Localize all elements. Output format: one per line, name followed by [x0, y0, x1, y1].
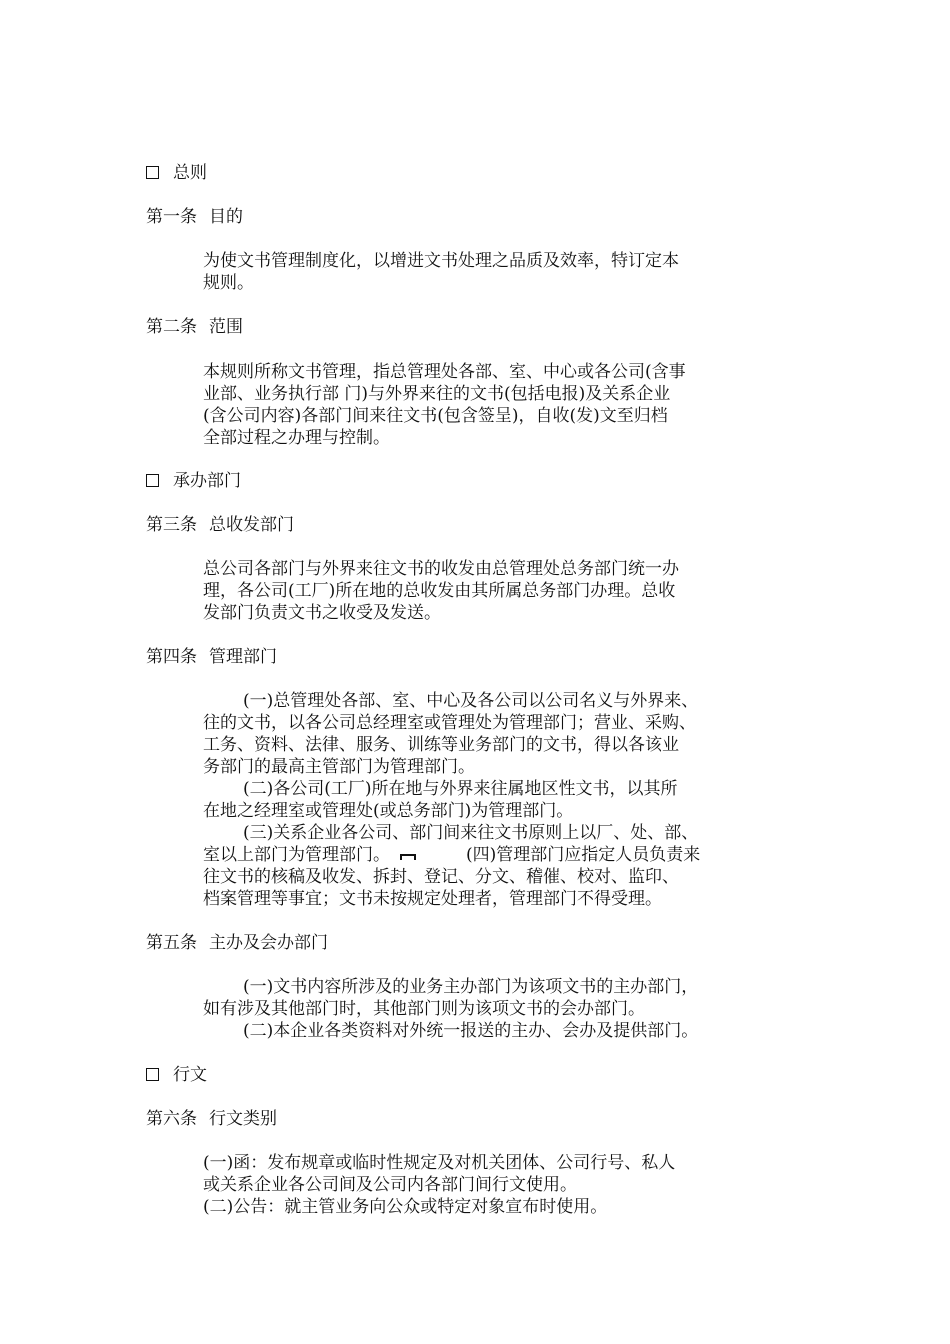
article-3-text: 理，各公司(工厂)所在地的总收发由其所属总务部门办理。总收 [203, 581, 676, 601]
article-4-text: (三)关系企业各公司、部门间来往文书原则上以厂、处、部、 [243, 823, 699, 843]
article-title: 主办及会办部门 [209, 933, 328, 953]
article-number: 第二条 [146, 317, 197, 337]
article-3-heading [146, 514, 294, 536]
article-title: 总收发部门 [209, 515, 294, 535]
article-4-text: 工务、资料、法律、服务、训练等业务部门的文书，得以各该业 [203, 735, 679, 755]
bracket-mark-icon [400, 854, 416, 860]
article-number: 第五条 [146, 933, 197, 953]
article-4-heading [146, 646, 277, 668]
article-text-fragment: 室以上部门为管理部门。 [203, 845, 390, 865]
checkbox-square-icon [146, 474, 159, 487]
article-5-heading [146, 932, 328, 954]
section-title: 总则 [173, 163, 207, 183]
article-2-heading [146, 316, 243, 338]
article-4-text [203, 844, 700, 866]
article-4-text: (二)各公司(工厂)所在地与外界来往属地区性文书，以其所 [243, 779, 678, 799]
article-number: 第三条 [146, 515, 197, 535]
article-4-text: 在地之经理室或管理处(或总务部门)为管理部门。 [203, 801, 574, 821]
article-6-text: (一)函：发布规章或临时性规定及对机关团体、公司行号、私人 [203, 1153, 676, 1173]
article-6-heading [146, 1108, 277, 1130]
article-5-text: (一)文书内容所涉及的业务主办部门为该项文书的主办部门， [243, 977, 699, 997]
article-5-text: (二)本企业各类资料对外统一报送的主办、会办及提供部门。 [243, 1021, 699, 1041]
article-4-text: 往的文书，以各公司总经理室或管理处为管理部门；营业、采购、 [203, 713, 696, 733]
section-heading-documents [146, 1064, 207, 1086]
article-2-text: 本规则所称文书管理，指总管理处各部、室、中心或各公司(含事 [203, 362, 686, 382]
article-title: 行文类别 [209, 1109, 277, 1129]
article-4-text: 档案管理等事宜；文书未按规定处理者，管理部门不得受理。 [203, 889, 662, 909]
article-3-text: 发部门负责文书之收受及发送。 [203, 603, 441, 623]
section-title: 承办部门 [173, 471, 241, 491]
section-heading-general [146, 162, 207, 184]
article-title: 范围 [209, 317, 243, 337]
section-title: 行文 [173, 1065, 207, 1085]
section-heading-departments [146, 470, 241, 492]
article-number: 第四条 [146, 647, 197, 667]
article-4-text: 往文书的核稿及收发、拆封、登记、分文、稽催、校对、监印、 [203, 867, 679, 887]
article-5-text: 如有涉及其他部门时，其他部门则为该项文书的会办部门。 [203, 999, 645, 1019]
article-number: 第一条 [146, 207, 197, 227]
article-1-text: 规则。 [203, 273, 254, 293]
checkbox-square-icon [146, 1068, 159, 1081]
article-2-text: 业部、业务执行部 门)与外界来往的文书(包括电报)及关系企业 [203, 384, 671, 404]
article-1-heading [146, 206, 243, 228]
article-6-text: 或关系企业各公司间及公司内各部门间行文使用。 [203, 1175, 577, 1195]
checkbox-square-icon [146, 166, 159, 179]
article-title: 目的 [209, 207, 243, 227]
article-6-text: (二)公告：就主管业务向公众或特定对象宣布时使用。 [203, 1197, 608, 1217]
article-number: 第六条 [146, 1109, 197, 1129]
article-2-text: 全部过程之办理与控制。 [203, 428, 390, 448]
article-2-text: (含公司内容)各部门间来往文书(包含签呈)，自收(发)文至归档 [203, 406, 668, 426]
article-title: 管理部门 [209, 647, 277, 667]
article-4-text: (一)总管理处各部、室、中心及各公司以公司名义与外界来、 [243, 691, 699, 711]
article-text-fragment: (四)管理部门应指定人员负责来 [466, 845, 701, 865]
article-4-text: 务部门的最高主管部门为管理部门。 [203, 757, 475, 777]
article-3-text: 总公司各部门与外界来往文书的收发由总管理处总务部门统一办 [203, 559, 679, 579]
article-1-text: 为使文书管理制度化，以增进文书处理之品质及效率，特订定本 [203, 251, 679, 271]
